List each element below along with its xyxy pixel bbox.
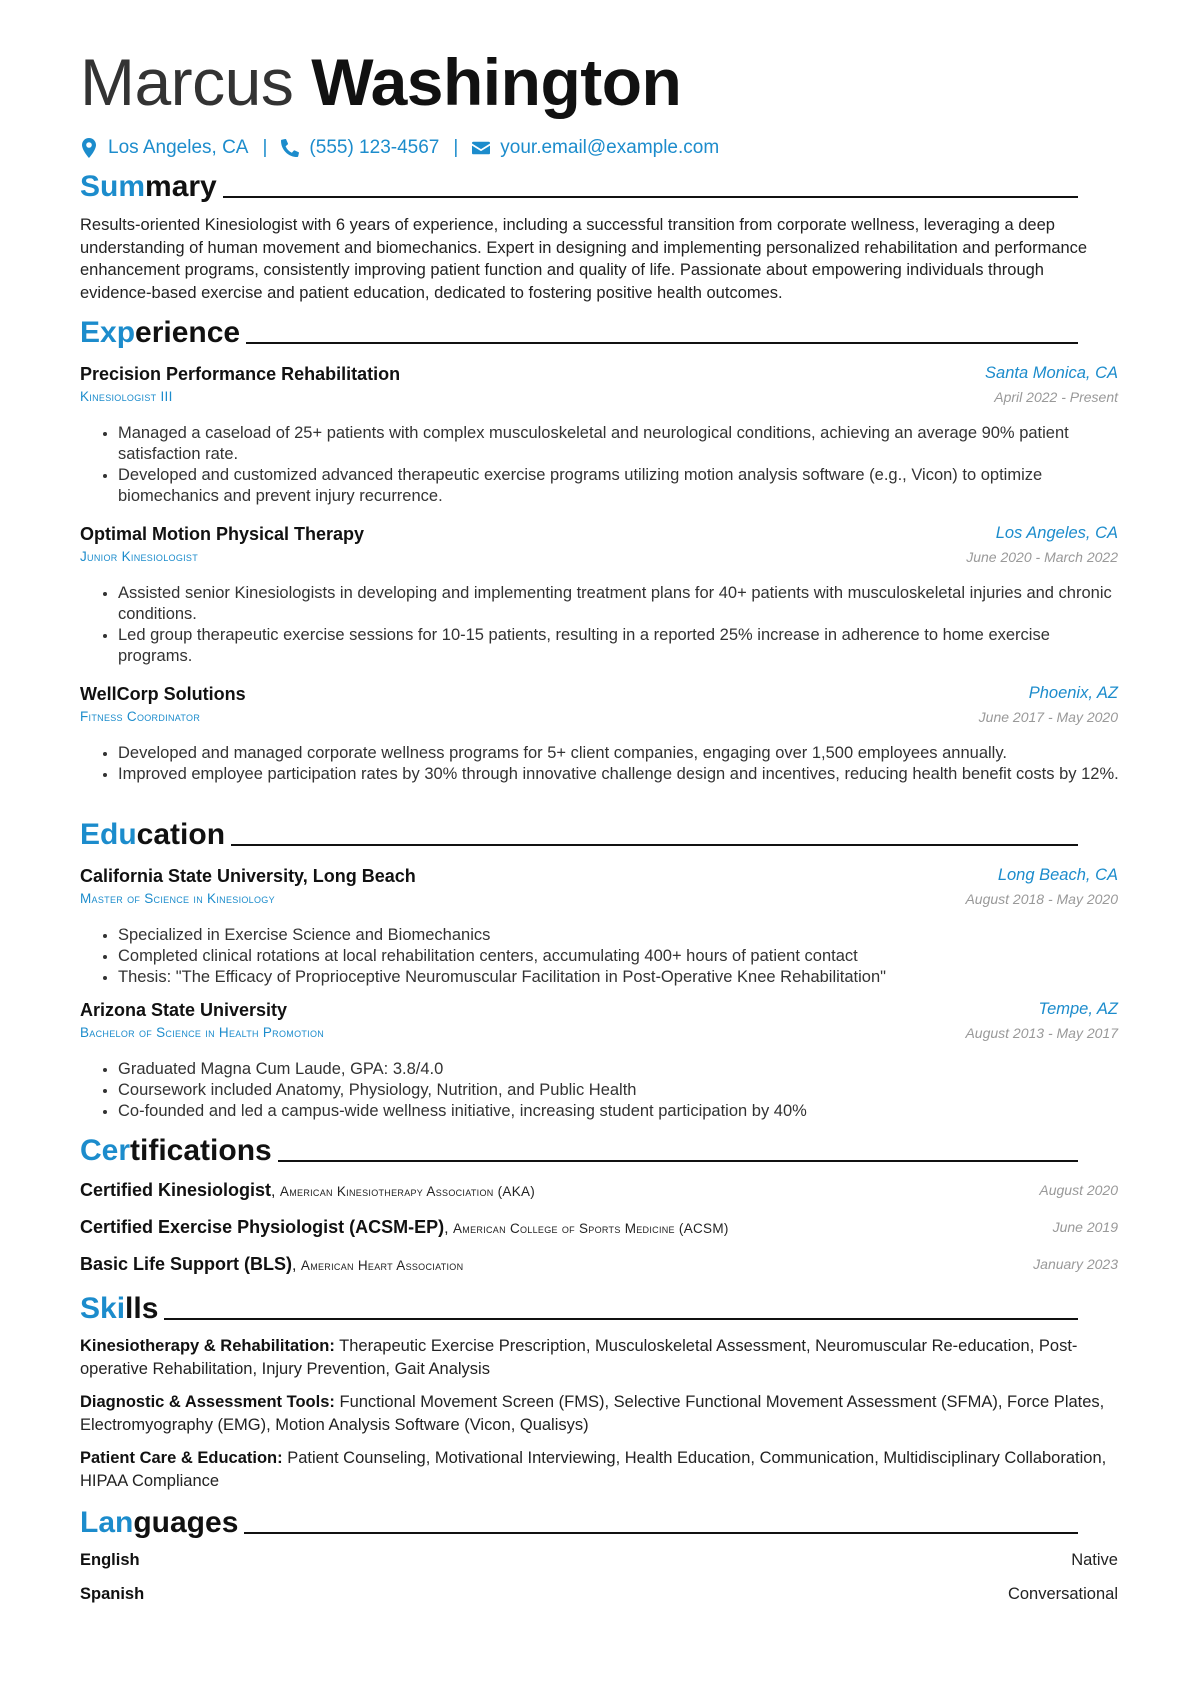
certification-name: Certified Kinesiologist	[80, 1180, 272, 1200]
school-header	[80, 1000, 1118, 1024]
job-title: Kinesiologist III	[80, 389, 173, 404]
certification-date: August 2020	[1039, 1182, 1118, 1198]
skill-group	[80, 1391, 1120, 1436]
section-rule	[246, 342, 1078, 344]
section-rule	[164, 1318, 1078, 1320]
school-subheader	[80, 1025, 1118, 1045]
job-subheader	[80, 389, 1118, 409]
experience-heading: Exp erience	[80, 316, 1078, 350]
list-item: • Developed and customized advanced therapeutic exercise programs utilizing motion analysis software (e.g., Vicon) to optimize biomechanics and prevent injury recurrence.	[118, 465, 1128, 507]
job-header	[80, 684, 1118, 708]
skill-group	[80, 1447, 1120, 1492]
summary-text: Results-oriented Kinesiologist with 6 years of experience, including a successful transition from corporate wellness, leveraging a deep understanding of human movement and biomechanics. Expert in designing and implementing personalized rehabilitation and performance enhancement programs, consistently improving patient function and quality of life. Passionate about empowering individuals through evidence-based exercise and patient education, dedicated to fostering positive health outcomes.	[80, 216, 1088, 302]
certification-item: Certified Kinesiologist, American Kinesiotherapy Association (AKA) August 2020	[80, 1180, 1118, 1200]
school-name: California State University, Long Beach	[80, 866, 416, 886]
certification-issuer: American College of Sports Medicine (ACSM)	[452, 1221, 729, 1236]
job-subheader	[80, 709, 1118, 729]
location-text: Los Angeles, CA	[108, 137, 249, 158]
certification-date: June 2019	[1052, 1219, 1118, 1235]
list-item: • Managed a caseload of 25+ patients with complex musculoskeletal and neurological conditions, achieving an average 90% patient satisfaction rate.	[118, 423, 1128, 465]
first-name: Marcus	[80, 45, 294, 119]
certification-issuer: American Kinesiotherapy Association (AKA)	[279, 1184, 536, 1199]
job-dates: June 2020 - March 2022	[966, 549, 1118, 565]
certification-name: Basic Life Support (BLS)	[80, 1254, 293, 1274]
section-rule	[244, 1532, 1078, 1534]
list-item: • Developed and managed corporate wellness programs for 5+ client companies, engaging over 1,500 employees annually.	[118, 743, 1128, 764]
job-title: Fitness Coordinator	[80, 709, 201, 724]
phone-link[interactable]: (555) 123-4567	[309, 137, 440, 158]
list-item: • Co-founded and led a campus-wide wellness initiative, increasing student participation by 40%	[118, 1101, 1128, 1122]
candidate-name	[80, 44, 681, 120]
job-location: Santa Monica, CA	[985, 364, 1118, 382]
job-dates: April 2022 - Present	[994, 389, 1118, 405]
school-bullets	[100, 1059, 1128, 1122]
job-title: Junior Kinesiologist	[80, 549, 199, 564]
section-rule	[231, 844, 1078, 846]
school-name: Arizona State University	[80, 1000, 288, 1020]
school-dates: August 2013 - May 2017	[965, 1025, 1118, 1041]
language-item	[80, 1551, 1118, 1575]
language-item	[80, 1585, 1118, 1609]
languages-heading: Lan guages	[80, 1506, 1078, 1540]
job-location: Los Angeles, CA	[995, 524, 1118, 542]
list-item: • Completed clinical rotations at local rehabilitation centers, accumulating 400+ hours of patient contact	[118, 946, 1128, 967]
language-name: Spanish	[80, 1585, 145, 1603]
employer-name: Optimal Motion Physical Therapy	[80, 524, 365, 544]
list-item: • Assisted senior Kinesiologists in developing and implementing treatment plans for 40+ patients with musculoskeletal injuries and chronic conditions.	[118, 583, 1128, 625]
school-dates: August 2018 - May 2020	[965, 891, 1118, 907]
skill-group-label: Kinesiotherapy & Rehabilitation:	[80, 1337, 335, 1355]
contact-separator: |	[262, 137, 268, 158]
skill-group-text: Patient Counseling, Motivational Interviewing, Health Education, Communication, Multidisciplinary Collaboration, HIPAA Compliance	[80, 1449, 1107, 1490]
school-subheader	[80, 891, 1118, 911]
employer-name: Precision Performance Rehabilitation	[80, 364, 401, 384]
certification-item: Certified Exercise Physiologist (ACSM-EP), American College of Sports Medicine (ACSM) June 2019	[80, 1217, 1118, 1237]
job-bullets	[100, 583, 1128, 667]
school-header	[80, 866, 1118, 890]
skill-group-label: Diagnostic & Assessment Tools:	[80, 1393, 335, 1411]
job-header	[80, 524, 1118, 548]
school-location: Long Beach, CA	[997, 866, 1118, 884]
skill-group-text: Therapeutic Exercise Prescription, Musculoskeletal Assessment, Neuromuscular Re-education, Post-operative Rehabilitation, Injury Prevention, Gait Analysis	[80, 1337, 1078, 1378]
employer-name: WellCorp Solutions	[80, 684, 246, 704]
degree-title: Master of Science in Kinesiology	[80, 891, 275, 906]
job-bullets	[100, 743, 1128, 785]
contact-separator: |	[453, 137, 459, 158]
summary-heading: Sum mary	[80, 170, 1078, 204]
section-rule	[223, 196, 1078, 198]
skill-group	[80, 1335, 1120, 1380]
list-item: • Specialized in Exercise Science and Biomechanics	[118, 925, 1128, 946]
job-location: Phoenix, AZ	[1028, 684, 1118, 702]
list-item: • Led group therapeutic exercise sessions for 10-15 patients, resulting in a reported 25% increase in adherence to home exercise programs.	[118, 625, 1128, 667]
map-marker-icon	[80, 138, 98, 158]
school-bullets	[100, 925, 1128, 988]
list-item: • Improved employee participation rates by 30% through innovative challenge design and incentives, reducing health benefit costs by 12%.	[118, 764, 1128, 785]
skill-group-text: Functional Movement Screen (FMS), Selective Functional Movement Assessment (SFMA), Force Plates, Electromyography (EMG), Motion Analysis Software (Vicon, Qualisys)	[80, 1393, 1105, 1434]
job-subheader	[80, 549, 1118, 569]
certification-date: January 2023	[1033, 1256, 1118, 1272]
skill-group-label: Patient Care & Education:	[80, 1449, 283, 1467]
list-item: • Thesis: "The Efficacy of Proprioceptive Neuromuscular Facilitation in Post-Operative Knee Rehabilitation"	[118, 967, 1128, 988]
list-item: • Coursework included Anatomy, Physiology, Nutrition, and Public Health	[118, 1080, 1128, 1101]
school-location: Tempe, AZ	[1038, 1000, 1118, 1018]
contact-bar	[80, 134, 719, 162]
certification-name: Certified Exercise Physiologist (ACSM-EP)	[80, 1217, 445, 1237]
list-item: • Graduated Magna Cum Laude, GPA: 3.8/4.0	[118, 1059, 1128, 1080]
language-level: Conversational	[1007, 1585, 1118, 1603]
section-rule	[278, 1160, 1078, 1162]
skills-heading: Ski lls	[80, 1292, 1078, 1326]
last-name: Washington	[311, 45, 682, 119]
certification-issuer: American Heart Association	[300, 1258, 464, 1273]
phone-icon	[281, 138, 299, 158]
email-link[interactable]: your.email@example.com	[500, 137, 720, 158]
certifications-heading: Cer tifications	[80, 1134, 1078, 1168]
job-dates: June 2017 - May 2020	[978, 709, 1118, 725]
job-bullets	[100, 423, 1128, 507]
degree-title: Bachelor of Science in Health Promotion	[80, 1025, 325, 1040]
certification-item: Basic Life Support (BLS), American Heart Association January 2023	[80, 1254, 1118, 1274]
language-level: Native	[1071, 1551, 1118, 1569]
envelope-icon	[472, 138, 490, 158]
education-heading: Edu cation	[80, 818, 1078, 852]
job-header	[80, 364, 1118, 388]
language-name: English	[80, 1551, 140, 1569]
